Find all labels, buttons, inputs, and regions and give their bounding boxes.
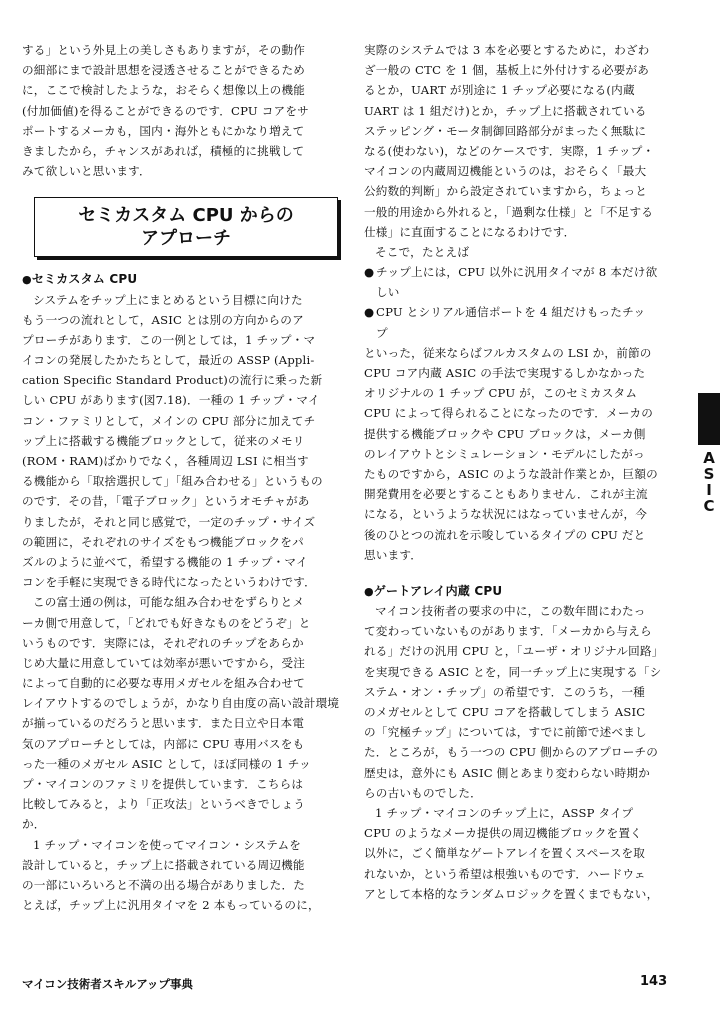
text-line: のレイアウトとシミュレーション・モデルにしたがっ [364, 446, 645, 461]
text-line: たものですから，ASIC のような設計作業とか，巨額の [364, 466, 658, 481]
bullet-mark: ● [22, 273, 32, 287]
section-title-line: アプローチ [141, 228, 231, 250]
section-title-box [34, 197, 338, 257]
text-line: アとして本格的なランダムロジックを置くまでもない， [364, 886, 659, 901]
body-paragraph [364, 40, 688, 262]
text-line: を実現できる ASIC とを，同一チップ上に実現する「シ [364, 664, 662, 679]
text-line: いうものです．実際には，それぞれのチップをあらか [22, 635, 304, 650]
text-line: の細部にまで設計思想を浸透させることができるため [22, 63, 306, 78]
text-line: て変わっていないものがあります．「メーカから与えら [364, 624, 652, 639]
text-line: 一般的用途から外れると，「過剰な仕様」と「不足する [364, 204, 654, 219]
chapter-tab-letter: S [703, 465, 715, 483]
text-line: の「究極チップ」については，すでに前節で述べまし [364, 725, 647, 740]
subsection-heading-text: ゲートアレイ内蔵 CPU [373, 583, 503, 598]
text-line: (付加価値)を得ることができるのです．CPU コアをサ [22, 103, 309, 118]
text-line: 1 チップ・マイコンのチップ上に，ASSP タイプ [375, 805, 634, 820]
text-line: もう一つの流れとして，ASIC とは別の方向からのア [22, 312, 304, 327]
text-line: 公約数的判断」から設定されていますから，ちょっと [364, 184, 648, 199]
text-line: 気のアプローチとしては，内部に CPU 専用バスをも [22, 736, 305, 751]
body-paragraph [364, 601, 688, 904]
text-line: ステッピング・モータ制御回路部分がまったく無駄に [364, 123, 647, 138]
left-column [22, 40, 346, 915]
right-column [364, 40, 688, 904]
subsection-heading-text: セミカスタム CPU [31, 272, 138, 287]
text-line: この富士通の例は，可能な組み合わせをずらりとメ [33, 595, 305, 610]
text-line: ーカ側で用意して，「どれでも好きなものをどうぞ」と [22, 615, 311, 630]
text-line: のです．その昔，「電子ブロック」というオモチャがあ [22, 494, 310, 509]
body-paragraph [364, 343, 688, 565]
bullet-text: CPU とシリアル通信ポートを 4 組だけもったチッ [376, 305, 646, 320]
text-line: る機能から「取捨選択して」「組み合わせる」というもの [22, 474, 323, 489]
text-line: じめ大量に用意していては効率が悪いですから，受注 [22, 655, 306, 670]
text-line: った一種のメガセル ASIC として，ほぼ同様の 1 チッ [22, 756, 311, 771]
text-line: ズルのように並べて，希望する機能の 1 チップ・マイ [22, 554, 308, 569]
text-line: なる(使わない)，などのケースです．実際，1 チップ・ [364, 143, 655, 158]
text-line: が揃っているのだろうと思います．また日立や日本電 [22, 716, 305, 731]
text-line: 1 チップ・マイコンを使ってマイコン・システムを [33, 837, 302, 852]
text-line: といった，従来ならばフルカスタムの LSI か，前節の [364, 345, 652, 360]
text-line: らの古いものでした． [364, 785, 482, 800]
text-line: りましたが，それと同じ感覚で，一定のチップ・サイズ [22, 514, 316, 529]
footer-book-title: マイコン技術者スキルアップ事典 [22, 977, 193, 991]
text-line: 実際のシステムでは 3 本を必要とするために，わざわ [364, 43, 650, 57]
text-line: になる，というような状況にはなっていませんが，今 [364, 507, 648, 522]
text-line: によって自動的に必要な専用メガセルを組み合わせて [22, 676, 306, 691]
text-line: CPU コア内蔵 ASIC の手法で実現するしかなかった [364, 366, 646, 380]
chapter-tab-label [700, 450, 718, 514]
text-line: イコンの発展したかたちとして，最近の ASSP (Appli- [22, 353, 315, 368]
section-title-line: セミカスタム CPU からの [78, 205, 294, 227]
bullet-item [364, 302, 688, 322]
text-line: マイコンの内蔵周辺機能というのは，おそらく「最大 [364, 164, 647, 179]
text-line: ステム・オン・チップ」の希望です．このうち，一種 [364, 684, 645, 699]
text-line: の範囲に，それぞれのサイズをもつ機能ブロックをパ [22, 534, 304, 549]
text-line: しい CPU があります(図7.18)．一種の 1 チップ・マイ [22, 393, 320, 408]
text-line: 設計していると，チップ上に搭載されている周辺機能 [22, 857, 305, 872]
subsection-heading [22, 269, 346, 289]
text-line: そこで，たとえば [375, 244, 470, 259]
text-line: 後のひとつの流れを示唆しているタイプの CPU だと [364, 527, 646, 542]
bullet-text: チップ上には，CPU 以外に汎用タイマが 8 本だけ欲 [376, 265, 658, 280]
text-line: 仕様」に直面することになるわけです． [364, 224, 576, 239]
bullet-mark: ● [364, 305, 375, 320]
text-line: れないか，という希望は根強いものです．ハードウェ [364, 866, 646, 881]
text-line: のメガセルとして CPU コアを搭載してしまう ASIC [364, 705, 646, 719]
text-line: 以外に，ごく簡単なゲートアレイを置くスペースを取 [364, 846, 646, 861]
bullet-text: プ [376, 325, 388, 340]
page-number: 143 [640, 974, 668, 989]
text-line: 開発費用を必要とすることもありません．これが主流 [364, 487, 648, 502]
text-line: コン・ファミリとして，メインの CPU 部分に加えてチ [22, 413, 316, 428]
spacer [364, 565, 688, 581]
chapter-tab-letter: I [706, 481, 712, 499]
text-line: プローチがあります．この一例としては，1 チップ・マ [22, 332, 316, 347]
text-line: とえば，チップ上に汎用タイマを 2 本もっているのに， [22, 898, 320, 913]
bullet-text: しい [376, 285, 400, 300]
chapter-tab-letter: A [703, 449, 715, 467]
bullet-list [364, 262, 688, 343]
intro-paragraph [22, 40, 346, 181]
text-line: プ・マイコンのファミリを提供しています．こちらは [22, 777, 304, 791]
text-line: オリジナルの 1 チップ CPU が，このセミカスタム [364, 386, 638, 401]
text-line: 歴史は，意外にも ASIC 側とあまり変わらない時期か [364, 765, 651, 780]
text-line: システムをチップ上にまとめるという目標に向けた [33, 292, 303, 307]
text-line: 比較してみると，より「正攻法」というべきでしょう [22, 797, 306, 812]
subsection-heading [364, 581, 688, 601]
text-line: レイアウトするのでしょうが，かなり自由度の高い設計環境 [22, 696, 340, 711]
bullet-item [364, 262, 688, 282]
text-line: コンを手軽に実現できる時代になったというわけです． [22, 575, 316, 590]
text-line: cation Specific Standard Product)の流行に乗った新 [22, 373, 323, 388]
bullet-mark: ● [364, 265, 375, 280]
chapter-tab-letter: C [703, 497, 715, 515]
text-line: るとか，UART が別途に 1 チップ必要になる(内蔵 [364, 83, 635, 98]
text-line: (ROM・RAM)ばかりでなく，各種周辺 LSI に相当す [22, 454, 309, 468]
text-line: CPU によって得られることになったのです．メーカの [364, 406, 654, 421]
text-line: か． [22, 817, 46, 832]
text-line: する」という外見上の美しさもありますが，その動作 [22, 43, 306, 57]
text-line: みて欲しいと思います． [22, 164, 151, 179]
body-paragraph [22, 290, 346, 916]
text-line: の一部にいろいろと不満の出る場合がありました．た [22, 877, 306, 892]
text-line: た．ところが，もう一つの CPU 側からのアプローチの [364, 745, 659, 760]
text-line: に，ここで検討したような，おそらく想像以上の機能 [22, 83, 306, 98]
bullet-mark: ● [364, 584, 374, 598]
text-line: きましたから，チャンスがあれば，積極的に挑戦して [22, 143, 305, 158]
chapter-tab-marker [698, 393, 720, 445]
text-line: 提供する機能ブロックや CPU ブロックは，メーカ側 [364, 426, 646, 441]
text-line: ップ上に搭載する機能ブロックとして，従来のメモリ [22, 433, 305, 448]
text-line: UART は 1 組だけ)とか，チップ上に搭載されている [364, 103, 647, 118]
text-line: ポートするメーカも，国内・海外ともにかなり増えて [22, 123, 305, 138]
text-line: れる」だけの汎用 CPU と，「ユーザ・オリジナル回路」 [364, 644, 664, 659]
text-line: マイコン技術者の要求の中に，この数年間にわたっ [375, 604, 646, 619]
text-line: CPU のようなメーカ提供の周辺機能ブロックを置く [364, 826, 642, 841]
text-line: ざ一般の CTC を 1 個，基板上に外付けする必要があ [364, 63, 650, 78]
text-line: 思います． [364, 547, 423, 562]
